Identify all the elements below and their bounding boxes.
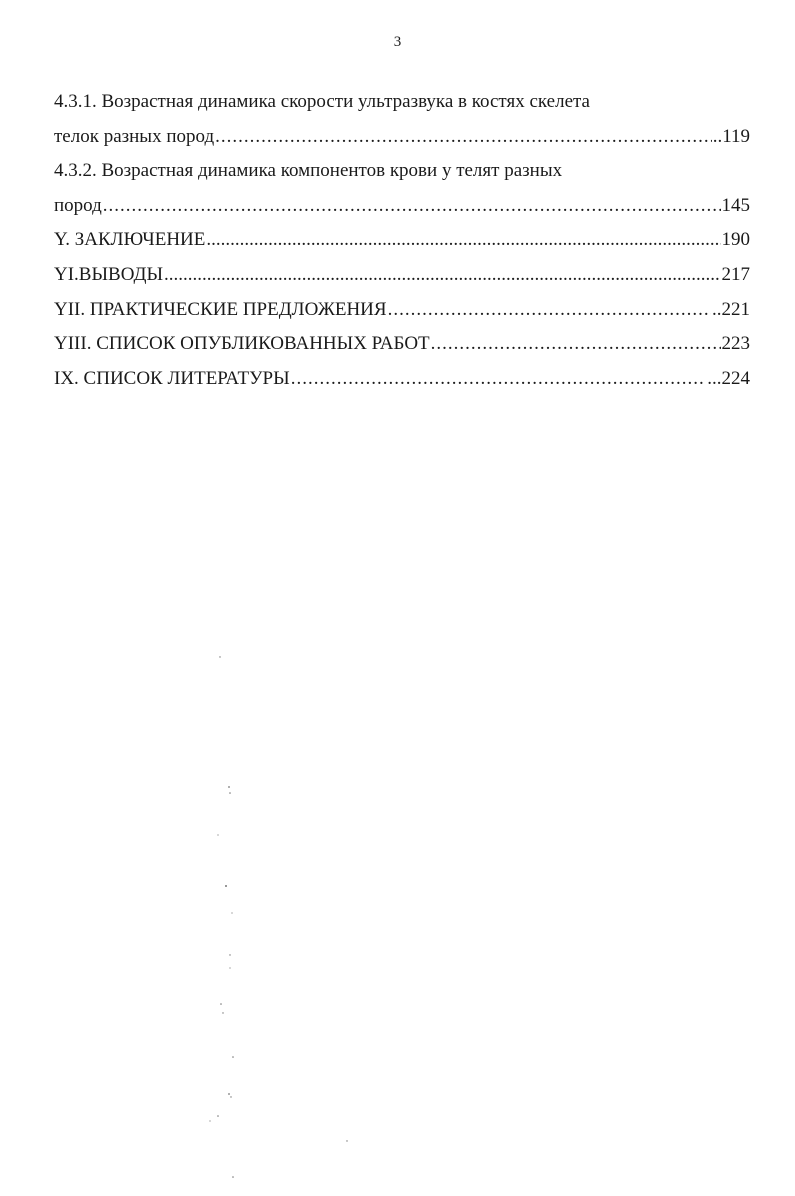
scan-speck	[228, 786, 230, 788]
page-number: 3	[393, 34, 402, 50]
scan-speck	[222, 1012, 223, 1013]
scan-speck	[228, 1093, 230, 1095]
scan-speck	[217, 834, 218, 835]
scan-speck	[232, 1176, 234, 1178]
toc-entry-title: YIII. СПИСОК ОПУБЛИКОВАННЫХ РАБОТ	[54, 333, 430, 355]
scan-speck	[231, 912, 232, 913]
scan-speck	[219, 656, 220, 657]
scan-speck	[220, 1003, 222, 1005]
scan-speck	[230, 1096, 231, 1097]
scan-speck	[229, 954, 230, 955]
toc-entry-page: ...224	[707, 367, 750, 389]
scan-speck	[217, 1115, 219, 1117]
toc-entry-title: 4.3.1. Возрастная динамика скорости ультразвука в костях скелета	[54, 91, 590, 112]
toc-entry-page: ..221	[712, 298, 750, 320]
scan-speck	[209, 1120, 210, 1121]
toc-entry-page: 217	[721, 263, 750, 285]
scan-speck	[346, 1140, 347, 1141]
toc-entry-title: 4.3.2. Возрастная динамика компонентов крови у телят разных	[54, 160, 563, 182]
toc-entry-page: ..119	[712, 125, 750, 147]
scan-speck	[229, 967, 230, 968]
scan-speck	[225, 885, 227, 887]
toc-entry-page: 223	[721, 333, 750, 355]
toc-entry-title: Y. ЗАКЛЮЧЕНИЕ	[54, 229, 206, 251]
toc-entry-title: YII. ПРАКТИЧЕСКИЕ ПРЕДЛОЖЕНИЯ	[54, 298, 387, 320]
scan-speck	[229, 792, 231, 794]
toc-entry-page: 190	[721, 229, 750, 251]
toc-entry-page: 145	[721, 194, 750, 216]
scan-speck	[232, 1056, 234, 1058]
toc-entry-title: IX. СПИСОК ЛИТЕРАТУРЫ	[54, 367, 290, 389]
toc-entry-title: телок разных пород	[54, 125, 215, 147]
toc-entry-title: YI.ВЫВОДЫ	[54, 263, 164, 285]
toc-entry-title: пород	[54, 194, 102, 216]
